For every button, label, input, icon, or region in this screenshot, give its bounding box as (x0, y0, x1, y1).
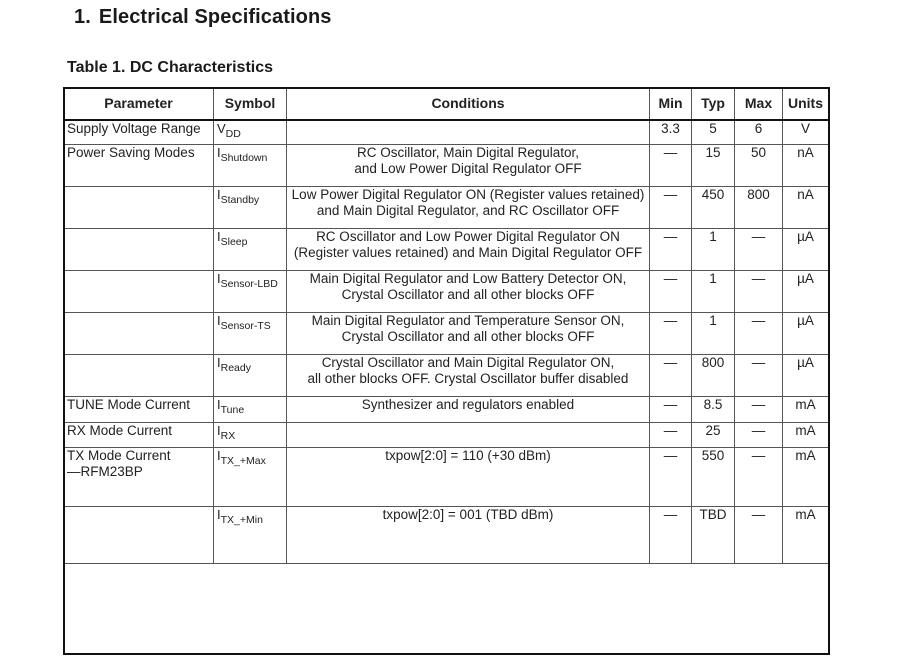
cell-typ: 550 (692, 448, 735, 507)
table-header-row (64, 88, 829, 120)
cell-max: — (735, 355, 783, 397)
cell-max: — (735, 448, 783, 507)
cell-parameter: Supply Voltage Range (64, 120, 214, 145)
cell-parameter (64, 313, 214, 355)
cell-min: 3.3 (650, 120, 692, 145)
cell-parameter (64, 271, 214, 313)
cell-units: mA (783, 507, 829, 564)
symbol-base: I (217, 229, 221, 244)
table-row (64, 507, 829, 564)
symbol-subscript: RX (220, 430, 236, 442)
symbol-subscript: Shutdown (220, 152, 268, 164)
cell-min: — (650, 187, 692, 229)
symbol-subscript: TX_+Min (220, 514, 263, 526)
cell-parameter: TUNE Mode Current (64, 397, 214, 423)
dc-characteristics-table (63, 87, 829, 654)
cell-units: V (783, 120, 829, 145)
table-row (64, 313, 829, 355)
symbol-base: I (217, 313, 221, 328)
symbol-subscript: TX_+Max (220, 455, 266, 467)
cell-conditions: Main Digital Regulator and Temperature Sensor ON, Crystal Oscillator and all other blocks OFF (287, 313, 650, 355)
cell-symbol (214, 187, 287, 229)
header-min: Min (650, 88, 692, 120)
cell-conditions (287, 120, 650, 145)
cell-min: — (650, 229, 692, 271)
cell-typ: 25 (692, 423, 735, 448)
cell-typ: 450 (692, 187, 735, 229)
cell-units: mA (783, 397, 829, 423)
cell-max: — (735, 229, 783, 271)
cell-typ: 800 (692, 355, 735, 397)
symbol-base: I (217, 507, 221, 522)
cell-units: mA (783, 448, 829, 507)
cell-parameter: TX Mode Current —RFM23BP (64, 448, 214, 507)
cell-units: nA (783, 187, 829, 229)
symbol-subscript: DD (225, 127, 241, 140)
cell-conditions: RC Oscillator, Main Digital Regulator, and Low Power Digital Regulator OFF (287, 145, 650, 187)
symbol-subscript: Sleep (220, 236, 248, 248)
symbol-base: I (217, 423, 221, 438)
cell-parameter (64, 229, 214, 271)
cell-units: nA (783, 145, 829, 187)
cell-symbol (214, 355, 287, 397)
table-caption: Table 1. DC Characteristics (67, 59, 274, 76)
cell-min: — (650, 397, 692, 423)
symbol-base: I (217, 145, 221, 160)
header-typ: Typ (692, 88, 735, 120)
header-parameter: Parameter (64, 88, 214, 120)
cell-symbol (214, 507, 287, 564)
cell-conditions (287, 423, 650, 448)
symbol-subscript: Ready (220, 362, 251, 374)
cell-conditions: RC Oscillator and Low Power Digital Regulator ON (Register values retained) and Main Digital Regulator OFF (287, 229, 650, 271)
cell-min: — (650, 313, 692, 355)
cell-min: — (650, 448, 692, 507)
cell-parameter (64, 187, 214, 229)
empty-table-area (64, 564, 829, 654)
cell-typ: TBD (692, 507, 735, 564)
table-row (64, 187, 829, 229)
symbol-subscript: Tune (220, 404, 245, 416)
symbol-base: I (217, 448, 221, 463)
table-row (64, 355, 829, 397)
table-row (64, 145, 829, 187)
table-row (64, 397, 829, 423)
symbol-subscript: Sensor-TS (220, 320, 271, 332)
cell-typ: 1 (692, 229, 735, 271)
cell-conditions: Low Power Digital Regulator ON (Register values retained) and Main Digital Regulator, and RC Oscillator OFF (287, 187, 650, 229)
cell-conditions: Crystal Oscillator and Main Digital Regulator ON, all other blocks OFF. Crystal Oscillator buffer disabled (287, 355, 650, 397)
cell-symbol (214, 313, 287, 355)
cell-symbol (214, 448, 287, 507)
cell-conditions: txpow[2:0] = 110 (+30 dBm) (287, 448, 650, 507)
symbol-base: I (217, 397, 221, 412)
cell-symbol (214, 145, 287, 187)
cell-symbol (214, 271, 287, 313)
cell-max: — (735, 423, 783, 448)
cell-symbol (214, 397, 287, 423)
symbol-base: V (217, 120, 226, 136)
symbol-base: I (217, 187, 221, 202)
cell-symbol (214, 120, 287, 145)
cell-max: 800 (735, 187, 783, 229)
cell-max: — (735, 271, 783, 313)
empty-cell (64, 564, 829, 654)
cell-typ: 15 (692, 145, 735, 187)
header-conditions: Conditions (287, 88, 650, 120)
header-units: Units (783, 88, 829, 120)
cell-min: — (650, 271, 692, 313)
cell-symbol (214, 423, 287, 448)
cell-typ: 8.5 (692, 397, 735, 423)
table-row (64, 229, 829, 271)
cell-min: — (650, 507, 692, 564)
table-row (64, 271, 829, 313)
cell-max: 6 (735, 120, 783, 145)
cell-min: — (650, 423, 692, 448)
cell-parameter: RX Mode Current (64, 423, 214, 448)
cell-parameter (64, 355, 214, 397)
symbol-subscript: Sensor-LBD (220, 278, 278, 290)
cell-parameter (64, 507, 214, 564)
cell-typ: 5 (692, 120, 735, 145)
cell-symbol (214, 229, 287, 271)
cell-units: µA (783, 355, 829, 397)
table-row (64, 423, 829, 448)
cell-conditions: Synthesizer and regulators enabled (287, 397, 650, 423)
cell-units: µA (783, 313, 829, 355)
section-number: 1. (74, 6, 91, 28)
cell-max: — (735, 313, 783, 355)
cell-parameter: Power Saving Modes (64, 145, 214, 187)
header-symbol: Symbol (214, 88, 287, 120)
cell-units: mA (783, 423, 829, 448)
cell-typ: 1 (692, 271, 735, 313)
cell-units: µA (783, 229, 829, 271)
header-max: Max (735, 88, 783, 120)
symbol-base: I (217, 271, 221, 286)
cell-min: — (650, 355, 692, 397)
cell-max: — (735, 397, 783, 423)
section-heading (74, 6, 332, 29)
table-row (64, 448, 829, 507)
table-row (64, 120, 829, 145)
symbol-base: I (217, 355, 221, 370)
symbol-subscript: Standby (220, 194, 260, 206)
cell-max: 50 (735, 145, 783, 187)
section-title: Electrical Specifications (98, 6, 332, 28)
cell-conditions: Main Digital Regulator and Low Battery Detector ON, Crystal Oscillator and all other blocks OFF (287, 271, 650, 313)
cell-min: — (650, 145, 692, 187)
cell-conditions: txpow[2:0] = 001 (TBD dBm) (287, 507, 650, 564)
cell-units: µA (783, 271, 829, 313)
cell-max: — (735, 507, 783, 564)
cell-typ: 1 (692, 313, 735, 355)
